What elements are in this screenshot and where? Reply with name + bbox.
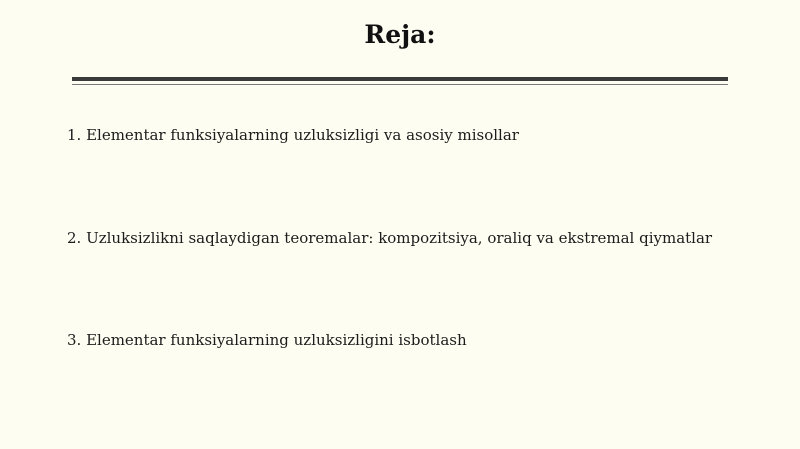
plan-item-3: 3. Elementar funksiyalarning uzluksizligini isbotlash — [67, 331, 467, 349]
plan-item-1: 1. Elementar funksiyalarning uzluksizligi va asosiy misollar — [67, 126, 519, 144]
plan-item-2: 2. Uzluksizlikni saqlaydigan teoremalar: kompozitsiya, oraliq va ekstremal qiymatlar — [67, 229, 713, 247]
title-divider-thin — [72, 84, 728, 85]
title-divider-thick — [72, 77, 728, 81]
slide-title: Reja: — [364, 20, 436, 49]
